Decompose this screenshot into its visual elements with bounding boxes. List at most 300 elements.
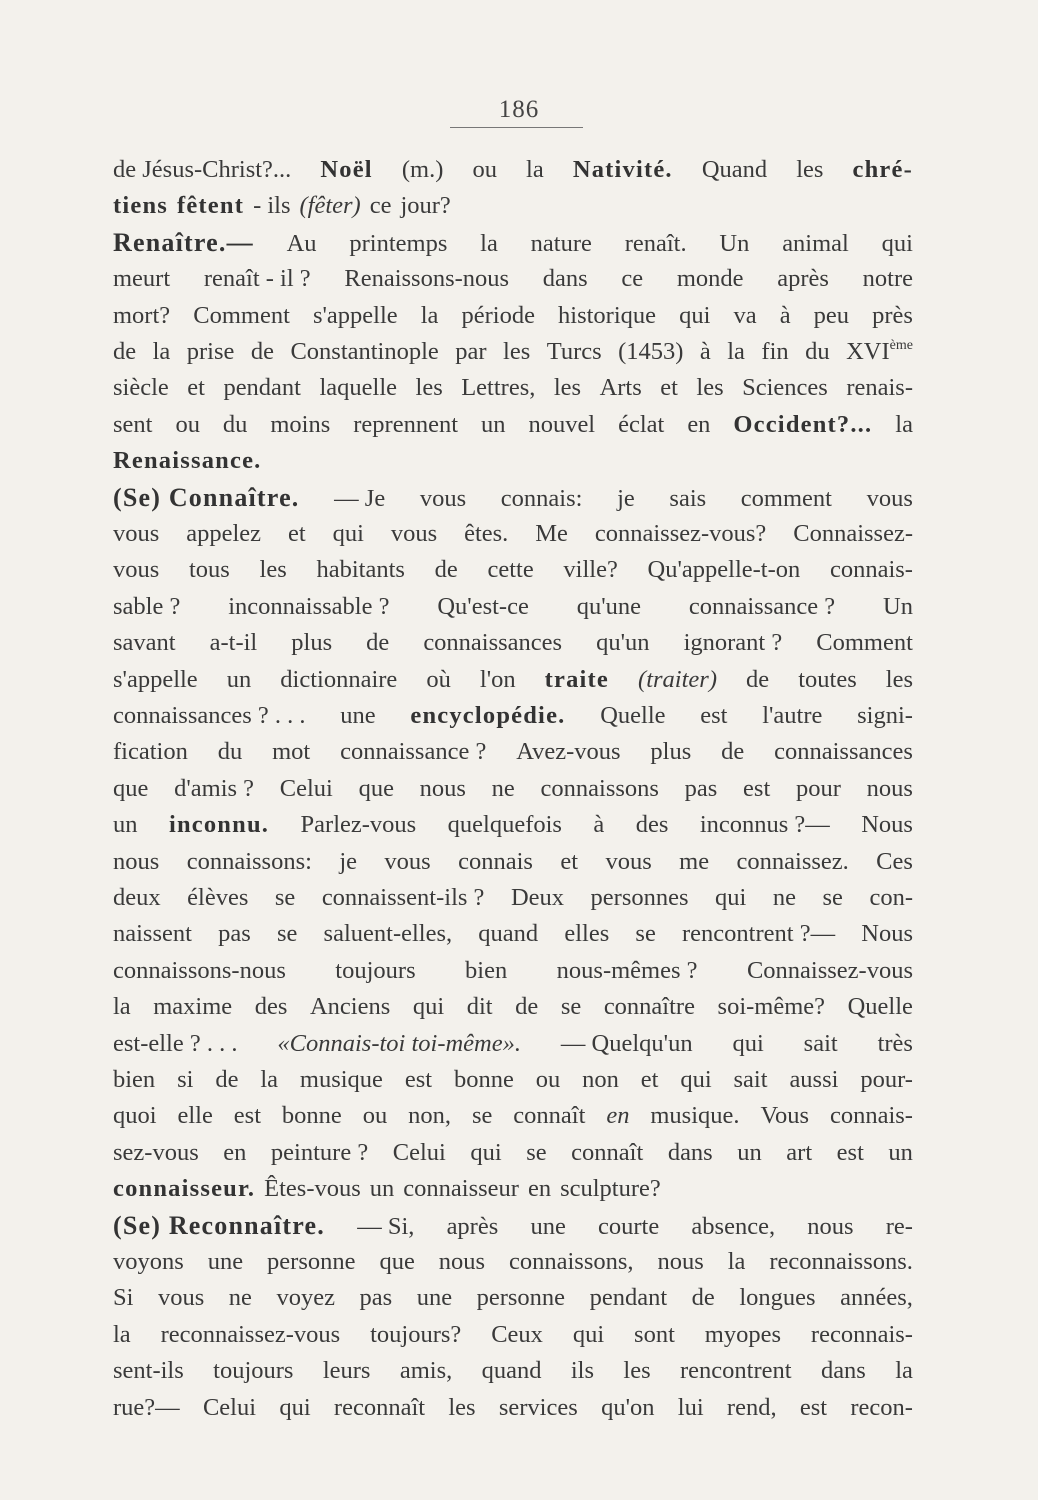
word: bien (465, 956, 508, 984)
word: (Se) Connaître. (113, 482, 300, 512)
text-line (113, 625, 913, 661)
word: personne (267, 1248, 356, 1275)
word: se (560, 993, 582, 1021)
word: con- (869, 884, 913, 911)
word: sont (634, 1320, 675, 1348)
word: (traiter) (638, 665, 717, 693)
text-line (113, 989, 913, 1025)
word: non, (408, 1102, 452, 1130)
word: les (415, 374, 443, 402)
word: Occident?... (733, 410, 873, 438)
text-line (113, 443, 913, 479)
word: — Je (334, 484, 386, 512)
word: s'appelle (113, 665, 198, 693)
text-line (113, 1135, 913, 1171)
word: rencontrent ?— (682, 920, 836, 948)
word: qui (332, 520, 364, 547)
word: Turcs (546, 338, 602, 365)
word: de (746, 665, 770, 693)
word: (fêter) (299, 192, 361, 220)
word: reconnais- (810, 1320, 913, 1348)
word: de (215, 1066, 239, 1093)
word: sez-vous (113, 1138, 199, 1166)
word: personne (476, 1284, 566, 1312)
word: amis, (399, 1357, 453, 1385)
word: un (369, 1175, 395, 1203)
word: très (877, 1029, 913, 1057)
text-line (113, 589, 913, 625)
word: une (416, 1284, 453, 1312)
text-line (113, 807, 913, 843)
word: plus (291, 629, 333, 657)
word: qui (680, 1066, 712, 1093)
word: connaissances ? . . . (113, 702, 306, 729)
word: Noël (320, 156, 373, 183)
text-line (113, 880, 913, 916)
word: re- (885, 1212, 913, 1240)
word: est-elle ? . . . (113, 1029, 238, 1057)
word: Qu'est-ce (437, 592, 529, 620)
word: nous (657, 1248, 704, 1275)
word: nous (113, 847, 160, 875)
word: où (426, 665, 451, 693)
word: êtes. (464, 520, 509, 547)
word: savant (113, 629, 176, 657)
word: les (885, 665, 913, 693)
word: élèves (187, 884, 249, 911)
word: Constantinople (290, 338, 439, 365)
word: laquelle (319, 374, 398, 402)
text-line (113, 225, 913, 261)
word: en (687, 410, 711, 438)
word: bien (113, 1066, 156, 1093)
word: encyclopédie. (410, 702, 566, 729)
word: art (786, 1138, 813, 1166)
word: en (527, 1175, 552, 1203)
word: se (471, 1102, 493, 1130)
word: Nous (861, 811, 913, 839)
page-number: 186 (498, 96, 540, 123)
word: traite (544, 665, 609, 693)
word: de (721, 738, 745, 766)
word: connaissons-nous (113, 956, 286, 984)
word: connaissons (540, 774, 659, 802)
word: ils (570, 1357, 595, 1385)
word: d'amis ? (174, 774, 255, 802)
word: XVIème (846, 338, 913, 365)
word: en (606, 1102, 630, 1130)
word: Connaissez- (793, 520, 913, 547)
word: je (339, 847, 358, 875)
word: tous (189, 556, 230, 584)
word: sable ? (113, 592, 181, 620)
word: un (480, 410, 506, 438)
word: connaissances (774, 738, 913, 766)
word: comment (740, 484, 832, 512)
word: rend, (726, 1393, 777, 1421)
word: myopes (704, 1320, 782, 1348)
word: est (233, 1102, 261, 1130)
word: Un (719, 229, 750, 257)
text-line (113, 1317, 913, 1353)
word: dit (466, 993, 493, 1021)
word: sais (669, 484, 707, 512)
word: après (777, 265, 829, 293)
word: sait (733, 1066, 768, 1093)
word: et (640, 1066, 659, 1093)
word: un (226, 665, 252, 693)
word: Au (286, 229, 317, 257)
word: siècle (113, 374, 169, 402)
word: Celui (202, 1393, 257, 1421)
word: toujours? (370, 1320, 462, 1348)
text-line (113, 1208, 913, 1244)
text-line (113, 1244, 913, 1280)
word: la (420, 301, 439, 329)
word: dans (542, 265, 588, 293)
word: reconnaissez-vous (160, 1320, 341, 1348)
word: saluent-elles, (323, 920, 453, 948)
word: Celui (279, 774, 333, 802)
word: années, (840, 1284, 913, 1312)
word: ne (491, 774, 515, 802)
word: se (822, 884, 843, 911)
word: quoi (113, 1102, 157, 1130)
word: que (358, 774, 394, 802)
word: les (796, 156, 824, 183)
word: est (799, 1393, 828, 1421)
word: courte (598, 1212, 660, 1240)
word: soi-même? (717, 993, 826, 1021)
word: maxime (153, 993, 233, 1021)
word: toutes (798, 665, 857, 693)
word: rencontrent (680, 1357, 792, 1385)
text-line (113, 1171, 913, 1207)
word: ou (175, 410, 200, 438)
word: moins (270, 410, 331, 438)
word: voyez (276, 1284, 335, 1312)
word: — Si, (357, 1212, 415, 1240)
word: (Se) Reconnaître. (113, 1210, 325, 1240)
word: la (727, 1248, 746, 1275)
word: reconnaissons. (769, 1248, 913, 1275)
word: peinture ? (270, 1138, 369, 1166)
word: Celui (392, 1138, 446, 1166)
word: ce (621, 265, 644, 293)
text-line (113, 771, 913, 807)
word: et (187, 374, 205, 402)
word: est (700, 702, 728, 729)
word: mort? (113, 301, 171, 329)
word: éclat (618, 410, 665, 438)
word: est (836, 1138, 864, 1166)
word: une (340, 702, 376, 729)
word: vous (113, 520, 160, 547)
word: se (526, 1138, 547, 1166)
word: la (152, 338, 171, 365)
word: elle (177, 1102, 213, 1130)
word: la (526, 156, 544, 183)
word: Anciens (309, 993, 391, 1021)
word: (1453) (618, 338, 684, 365)
word: connaissent-ils ? (321, 884, 485, 911)
text-line (113, 152, 913, 188)
text-line (113, 844, 913, 880)
word: et (560, 847, 579, 875)
word: Quand (701, 156, 768, 183)
text-line (113, 1026, 913, 1062)
word: Comment (193, 301, 290, 329)
word: reconnaît (333, 1393, 426, 1421)
word: est (743, 774, 771, 802)
word: de (366, 629, 390, 657)
word: se (276, 920, 298, 948)
word: ce (369, 192, 392, 220)
word: pour- (860, 1066, 913, 1093)
word: toujours (213, 1357, 294, 1385)
word: Un (883, 592, 913, 620)
word: connais: (500, 484, 583, 512)
word: fication (113, 738, 188, 766)
word: de (250, 338, 274, 365)
word: les (448, 1393, 476, 1421)
word: pas (359, 1284, 393, 1312)
word: qu'une (576, 592, 641, 620)
word: qu'un (596, 629, 650, 657)
text-line (113, 407, 913, 443)
word: qui (279, 1393, 311, 1421)
text-line (113, 1280, 913, 1316)
word: Sciences (742, 374, 828, 402)
text-line (113, 953, 913, 989)
word: un (113, 811, 138, 839)
word: la (895, 1357, 913, 1385)
word: Renaissons-nous (344, 265, 510, 293)
word: connaissances (423, 629, 563, 657)
word: historique (558, 301, 657, 329)
word: plus (650, 738, 692, 766)
word: (m.) (401, 156, 444, 183)
text-line (113, 916, 913, 952)
word: — Quelqu'un (560, 1029, 693, 1057)
word: musique. (650, 1102, 740, 1130)
word: que (113, 774, 149, 802)
word: nous (866, 774, 913, 802)
word: Lettres, (461, 374, 536, 402)
word: un (737, 1138, 762, 1166)
word: s'appelle (312, 301, 398, 329)
word: Nativité. (572, 156, 673, 183)
word: dans (667, 1138, 713, 1166)
word: «Connais-toi toi-même». (277, 1029, 522, 1057)
text-line (113, 734, 913, 770)
word: que (379, 1248, 415, 1275)
text-line (113, 1390, 913, 1426)
word: pas (218, 920, 251, 948)
word: nous (807, 1212, 854, 1240)
word: une (530, 1212, 566, 1240)
word: tiens (113, 192, 168, 220)
word: lui (677, 1393, 704, 1421)
word: les (623, 1357, 651, 1385)
word: et (660, 374, 678, 402)
text-line (113, 1098, 913, 1134)
word: les (696, 374, 724, 402)
word: après (446, 1212, 499, 1240)
word: renaît. (624, 229, 687, 257)
word: se (274, 884, 296, 911)
word: de (434, 556, 458, 584)
word: longues (739, 1284, 816, 1312)
text-line (113, 334, 913, 370)
text-line (113, 370, 913, 406)
word: services (498, 1393, 578, 1421)
word: Parlez-vous (300, 811, 417, 839)
word: connaissez. (736, 847, 849, 875)
word: leurs (322, 1357, 371, 1385)
word: de (515, 993, 539, 1021)
word: cette (487, 556, 534, 584)
word: de Jésus-Christ?... (113, 156, 292, 183)
word: quand (481, 1357, 542, 1385)
word: toujours (335, 956, 416, 984)
text-line (113, 1353, 913, 1389)
word: vous (419, 484, 467, 512)
word: connaît (513, 1102, 586, 1130)
word: Êtes-vous (264, 1175, 361, 1203)
word: vous (157, 1284, 205, 1312)
word: les (503, 338, 531, 365)
word: va (733, 301, 757, 329)
word: personnes (590, 884, 689, 911)
word: pendant (589, 1284, 668, 1312)
text-line (113, 698, 913, 734)
word: Qu'appelle-t-on (647, 556, 801, 584)
word: qui (732, 1029, 764, 1057)
word: la (895, 410, 913, 438)
text-line (113, 1062, 913, 1098)
word: à (699, 338, 711, 365)
word: de (113, 338, 137, 365)
word: de (691, 1284, 715, 1312)
word: par (455, 338, 487, 365)
word: du (217, 738, 243, 766)
text-line (113, 480, 913, 516)
word: la (113, 993, 131, 1021)
word: vous (384, 847, 431, 875)
word: recon- (850, 1393, 913, 1421)
word: les (259, 556, 287, 584)
word: si (177, 1066, 194, 1093)
word: l'on (479, 665, 516, 693)
word: naissent (113, 920, 192, 948)
word: et (287, 520, 306, 547)
word: signi- (857, 702, 913, 729)
word: inconnus ?— (699, 811, 830, 839)
word: connais- (829, 556, 913, 584)
word: Arts (599, 374, 642, 402)
word: vous (866, 484, 913, 512)
word: Si (113, 1284, 134, 1312)
word: reprennent (353, 410, 458, 438)
word: connaissez-vous? (594, 520, 767, 547)
word: je (617, 484, 635, 512)
word: se (635, 920, 656, 948)
text-line (113, 516, 913, 552)
word: pas (684, 774, 718, 802)
word: sent (113, 410, 153, 438)
word: connaissance ? (340, 738, 487, 766)
word: connais (458, 847, 533, 875)
word: renais- (846, 374, 913, 402)
word: vous (390, 520, 438, 547)
word: qui (572, 1320, 605, 1348)
word: connaissance ? (688, 592, 836, 620)
word: quelquefois (447, 811, 562, 839)
word: nous (419, 774, 466, 802)
word: prise (186, 338, 235, 365)
word: me (679, 847, 710, 875)
word: bonne (281, 1102, 342, 1130)
word: Quelle (847, 993, 913, 1021)
word: Renaître.— (113, 227, 254, 257)
word: est (404, 1066, 433, 1093)
word: notre (862, 265, 913, 293)
word: ne (228, 1284, 252, 1312)
word: Vous (760, 1102, 810, 1130)
word: un (888, 1138, 913, 1166)
word: Nous (861, 920, 913, 948)
word: chré- (852, 156, 913, 183)
word: pendant (223, 374, 301, 402)
word: une (207, 1248, 244, 1275)
word: les (553, 374, 582, 402)
word: près (872, 301, 913, 329)
word: connaisseur (403, 1175, 519, 1203)
word: mot (272, 738, 311, 766)
word: nouvel (528, 410, 596, 438)
word: quand (478, 920, 539, 948)
word: printemps (349, 229, 448, 257)
word: connaissons, (508, 1248, 634, 1275)
word: des (254, 993, 288, 1021)
word: peu (813, 301, 850, 329)
word: sent-ils (113, 1357, 184, 1385)
word: - ils (253, 192, 291, 220)
superscript: ème (889, 338, 913, 353)
word: fêtent (177, 192, 245, 220)
word: Avez-vous (516, 738, 621, 766)
word: Connaissez-vous (746, 956, 913, 984)
word: ne (772, 884, 796, 911)
word: à (779, 301, 791, 329)
word: dans (820, 1357, 866, 1385)
word: qui (715, 884, 747, 911)
word: connaisseur. (113, 1175, 256, 1203)
word: Ces (876, 847, 913, 875)
word: Comment (816, 629, 913, 657)
word: vous (605, 847, 652, 875)
word: l'autre (762, 702, 823, 729)
word: a-t-il (209, 629, 258, 657)
word: vous (113, 556, 160, 584)
word: nature (530, 229, 592, 257)
word: appelez (186, 520, 262, 547)
word: inconnaissable ? (228, 592, 390, 620)
word: des (635, 811, 669, 839)
word: absence, (691, 1212, 776, 1240)
word: ou (362, 1102, 388, 1130)
